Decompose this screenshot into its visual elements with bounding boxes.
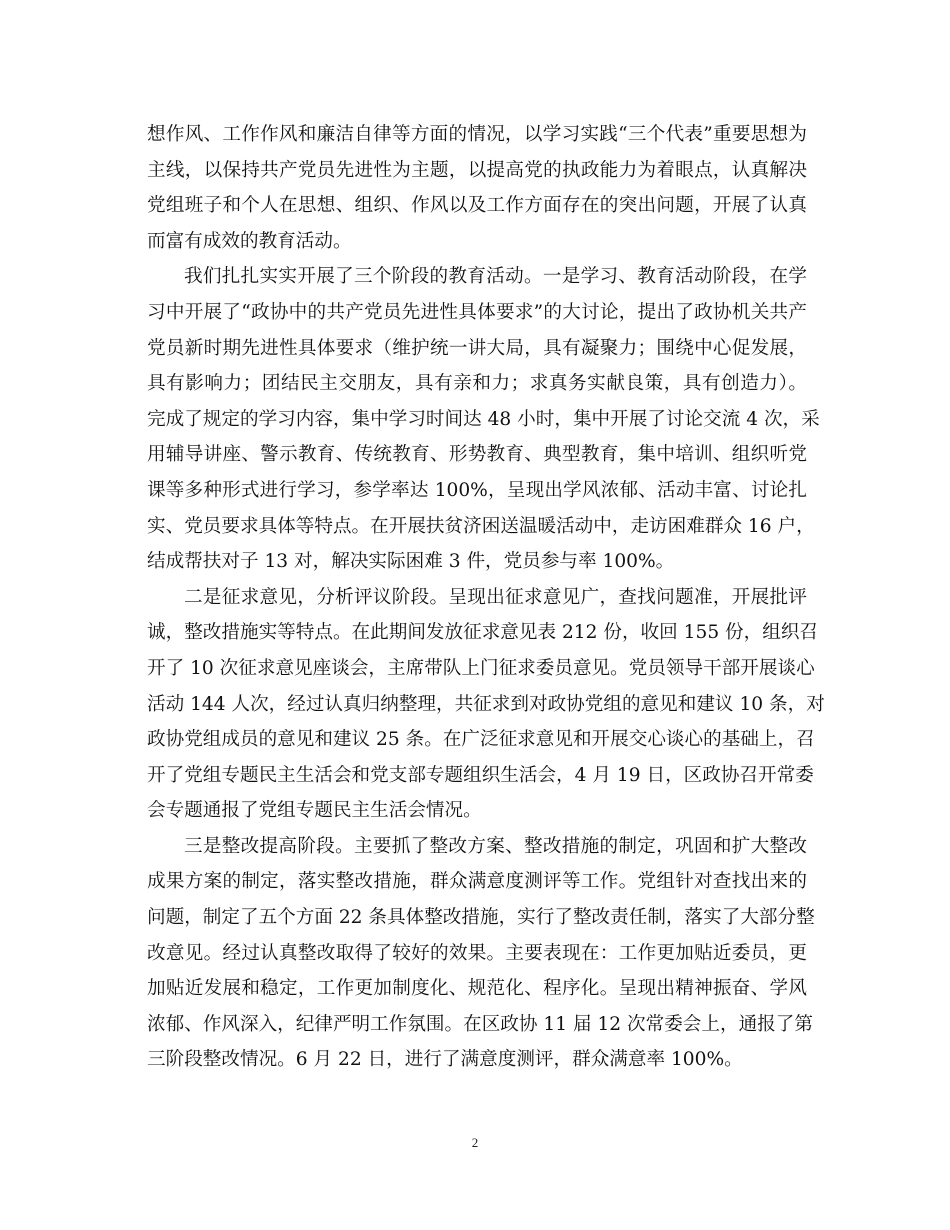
paragraph-start-line: 我们扎扎实实开展了三个阶段的教育活动。一是学习、教育活动阶段，在学 xyxy=(184,266,807,288)
text-line: 浓郁、作风深入，纪律严明工作氛围。在区政协 11 届 12 次常委会上，通报了第 xyxy=(147,1013,813,1035)
text-line: 实、党员要求具体等特点。在开展扶贫济困送温暖活动中，走访困难群众 16 户， xyxy=(147,515,815,537)
text-line: 想作风、工作作风和廉洁自律等方面的情况，以学习实践“三个代表”重要思想为 xyxy=(147,124,807,145)
text-line: 改意见。经过认真整改取得了较好的效果。主要表现在：工作更加贴近委员，更 xyxy=(147,942,807,964)
body-text xyxy=(147,117,825,1078)
text-line: 成果方案的制定，落实整改措施，群众满意度测评等工作。党组针对查找出来的 xyxy=(147,871,807,893)
text-line: 结成帮扶对子 13 对，解决实际困难 3 件，党员参与率 100%。 xyxy=(147,551,675,573)
text-line: 加贴近发展和稳定，工作更加制度化、规范化、程序化。呈现出精神振奋、学风 xyxy=(147,978,807,1000)
page-number: 2 xyxy=(471,1135,479,1150)
text-line: 习中开展了“政协中的共产党员先进性具体要求”的大讨论，提出了政协机关共产 xyxy=(147,301,807,323)
paragraph-start-line: 二是征求意见，分析评议阶段。呈现出征求意见广，查找问题准，开展批评 xyxy=(184,586,807,608)
text-line: 而富有成效的教育活动。 xyxy=(147,230,352,252)
text-line: 开了党组专题民主生活会和党支部专题组织生活会，4 月 19 日，区政协召开常委 xyxy=(147,764,814,786)
text-line: 党组班子和个人在思想、组织、作风以及工作方面存在的突出问题，开展了认真 xyxy=(147,195,807,217)
text-line: 活动 144 人次，经过认真归纳整理，共征求到对政协党组的意见和建议 10 条，对 xyxy=(147,693,825,715)
text-line: 主线，以保持共产党员先进性为主题，以提高党的执政能力为着眼点，认真解决 xyxy=(147,159,807,181)
text-line: 政协党组成员的意见和建议 25 条。在广泛征求意见和开展交心谈心的基础上，召 xyxy=(147,729,815,751)
text-line: 党员新时期先进性具体要求（维护统一讲大局，具有凝聚力；围绕中心促发展， xyxy=(147,337,807,359)
text-line: 问题，制定了五个方面 22 条具体整改措施，实行了整改责任制，落实了大部分整 xyxy=(147,907,815,929)
text-line: 用辅导讲座、警示教育、传统教育、形势教育、典型教育，集中培训、组织听党 xyxy=(147,444,807,466)
text-line: 具有影响力；团结民主交朋友，具有亲和力；求真务实献良策，具有创造力）。 xyxy=(147,373,807,395)
text-line: 三阶段整改情况。6 月 22 日，进行了满意度测评，群众满意率 100%。 xyxy=(147,1049,743,1071)
text-line: 课等多种形式进行学习，参学率达 100%，呈现出学风浓郁、活动丰富、讨论扎 xyxy=(147,479,807,501)
paragraph-start-line: 三是整改提高阶段。主要抓了整改方案、整改措施的制定，巩固和扩大整改 xyxy=(184,835,807,857)
text-line: 开了 10 次征求意见座谈会，主席带队上门征求委员意见。党员领导干部开展谈心 xyxy=(147,657,815,679)
text-line: 诚，整改措施实等特点。在此期间发放征求意见表 212 份，收回 155 份，组织召 xyxy=(147,622,819,644)
text-line: 会专题通报了党组专题民主生活会情况。 xyxy=(147,800,482,822)
text-line: 完成了规定的学习内容，集中学习时间达 48 小时，集中开展了讨论交流 4 次，采 xyxy=(147,408,820,430)
